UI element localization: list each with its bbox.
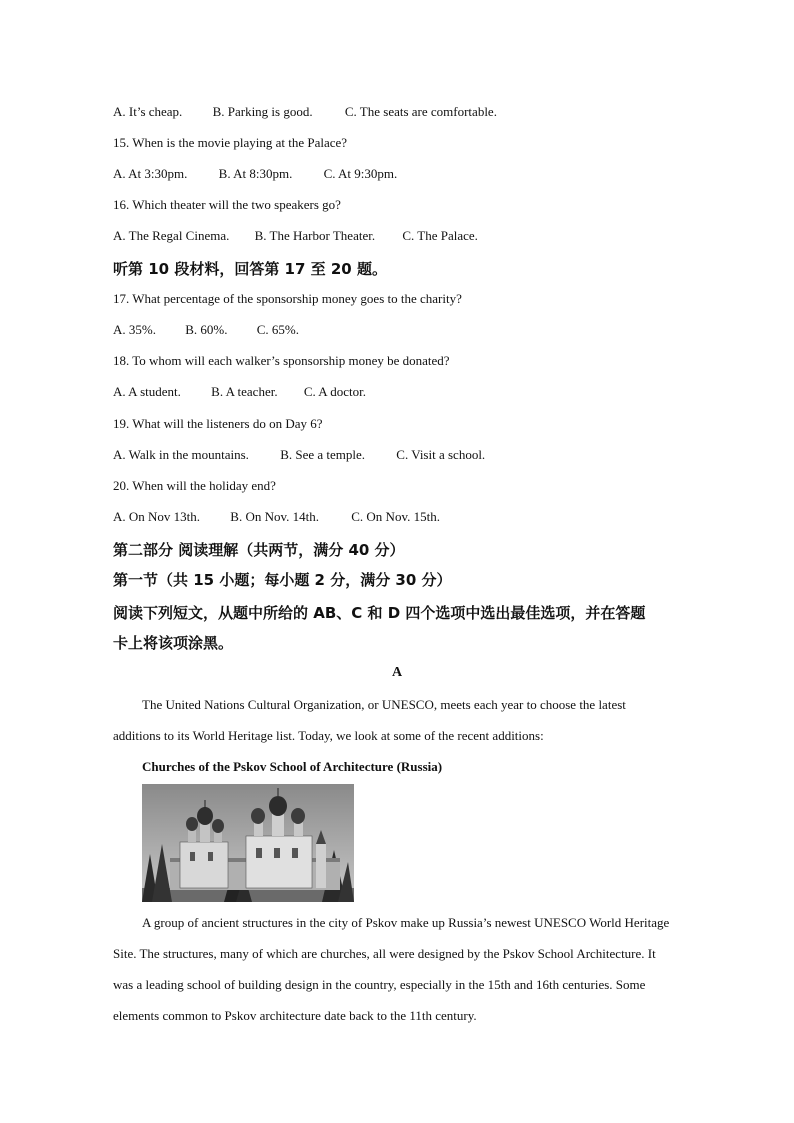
option: B. Parking is good.: [212, 104, 313, 119]
option: A. It’s cheap.: [113, 104, 183, 119]
option: A. Walk in the mountains.: [113, 447, 249, 462]
option: C. Visit a school.: [396, 447, 486, 462]
option: B. On Nov. 14th.: [230, 509, 319, 524]
instructions-line-1: 阅读下列短文，从题中所给的 AB、C 和 D 四个选项中选出最佳选项，并在答题: [113, 604, 646, 622]
q16-options: [113, 228, 478, 244]
option: C. 65%.: [256, 322, 299, 337]
q20-options: [113, 509, 440, 525]
q18-options: [113, 384, 366, 400]
question-19: 19. What will the listeners do on Day 6?: [113, 416, 323, 431]
part2-title: 第二部分 阅读理解（共两节，满分 40 分）: [113, 541, 405, 559]
option: C. On Nov. 15th.: [351, 509, 440, 524]
question-20: 20. When will the holiday end?: [113, 478, 276, 493]
option: C. The seats are comfortable.: [344, 104, 497, 119]
passage-intro: The United Nations Cultural Organization, or UNESCO, meets each year to choose the latest additions to its World Heritage list. Today, we look at some of the recent additions:: [113, 697, 626, 743]
option: A. A student.: [113, 384, 181, 399]
q14-options: [113, 104, 497, 120]
option: B. See a temple.: [280, 447, 366, 462]
option: A. 35%.: [113, 322, 156, 337]
instructions-line-2: 卡上将该项涂黑。: [113, 634, 234, 652]
option: A. On Nov 13th.: [113, 509, 201, 524]
option: C. A doctor.: [303, 384, 366, 399]
question-15: 15. When is the movie playing at the Palace?: [113, 135, 348, 150]
passage-label: A: [391, 665, 403, 680]
question-16: 16. Which theater will the two speakers go?: [113, 197, 341, 212]
option: C. At 9:30pm.: [323, 166, 398, 181]
option: C. The Palace.: [402, 228, 478, 243]
passage-subheading: Churches of the Pskov School of Architecture (Russia): [142, 759, 443, 774]
option: A. At 3:30pm.: [113, 166, 188, 181]
section1-title: 第一节（共 15 小题；每小题 2 分，满分 30 分）: [113, 571, 452, 589]
option: A. The Regal Cinema.: [113, 228, 230, 243]
option: B. The Harbor Theater.: [254, 228, 376, 243]
question-17: 17. What percentage of the sponsorship money goes to the charity?: [113, 291, 462, 306]
q17-options: [113, 322, 299, 338]
option: B. A teacher.: [211, 384, 278, 399]
churches-photo: [142, 784, 354, 902]
q19-options: [113, 447, 485, 463]
passage-body: A group of ancient structures in the city of Pskov make up Russia’s newest UNESCO World Heritage Site. The structures, many of which are churches, all were designed by the Pskov School Architecture. It was a leading school of building design in the country, especially in the 15th and 16th centuries. Some elements common to Pskov architecture date back to the 11th century.: [113, 915, 670, 1023]
option: B. At 8:30pm.: [218, 166, 293, 181]
question-18: 18. To whom will each walker’s sponsorship money be donated?: [113, 353, 450, 368]
section-heading: 听第 10 段材料，回答第 17 至 20 题。: [113, 260, 387, 278]
q15-options: [113, 166, 397, 182]
option: B. 60%.: [185, 322, 228, 337]
